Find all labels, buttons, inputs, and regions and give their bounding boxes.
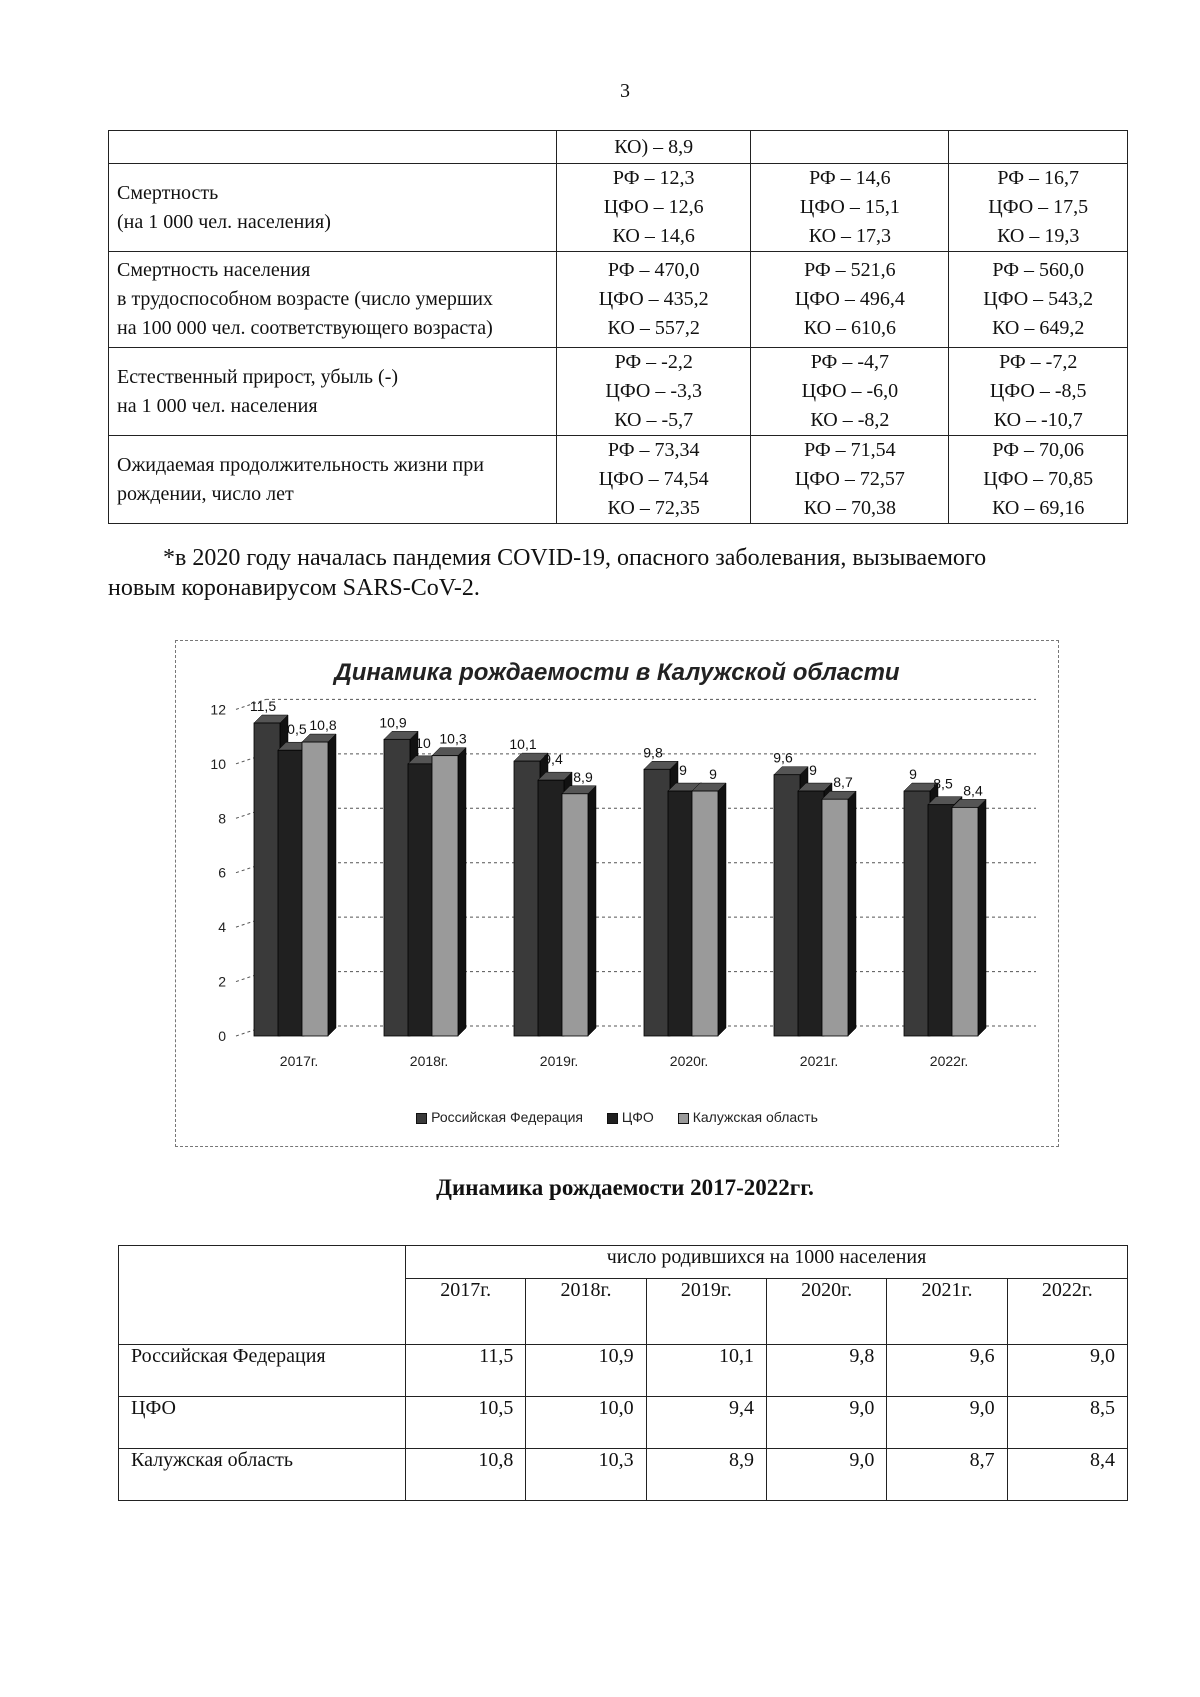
x-tick-label: 2017г.: [279, 1053, 319, 1069]
bar: [774, 775, 800, 1036]
value-line: ЦФО – 74,54: [598, 468, 709, 490]
value-line: ЦФО – 435,2: [598, 288, 709, 310]
bar: [302, 742, 328, 1036]
table-row: [119, 1345, 1128, 1397]
data-label: 9: [679, 762, 687, 779]
value-line: КО – 557,2: [607, 317, 700, 339]
year-header: 2022г.: [1007, 1279, 1127, 1345]
value-line: ЦФО – 543,2: [983, 288, 1094, 310]
table-cell: 9,0: [766, 1397, 886, 1449]
footnote-line: *в 2020 году началась пандемия COVID-19, опасного заболевания, вызываемого: [163, 545, 987, 571]
data-label: 8,4: [963, 782, 983, 799]
data-label: 9,8: [643, 744, 663, 761]
table-cell: 9,0: [1007, 1345, 1127, 1397]
row-label: [109, 348, 557, 436]
legend-item: Российская Федерация: [416, 1109, 583, 1125]
bar: [562, 794, 588, 1036]
data-label: 8,5: [933, 775, 953, 792]
value-line: КО – 649,2: [992, 317, 1085, 339]
bar-side: [978, 799, 986, 1036]
chart-canvas: [176, 641, 1058, 1146]
data-label: 10,1: [509, 736, 537, 753]
value-line: РФ – 470,0: [607, 259, 700, 281]
table-row: [109, 436, 1128, 524]
value-line: РФ – -7,2: [999, 351, 1078, 373]
table-cell: КО) – 8,9: [557, 131, 751, 164]
y-tick-label: 8: [218, 810, 226, 827]
table-cell: 10,1: [646, 1345, 766, 1397]
value-line: ЦФО – -3,3: [605, 380, 702, 402]
year-header: 2018г.: [526, 1279, 646, 1345]
corner-cell: [119, 1246, 406, 1345]
value-line: РФ – 560,0: [992, 259, 1085, 281]
bar: [644, 769, 670, 1036]
value-cell: [949, 348, 1128, 436]
row-label: [109, 252, 557, 348]
value-line: РФ – -2,2: [614, 351, 693, 373]
legend-swatch: [678, 1113, 689, 1124]
value-line: РФ – 14,6: [809, 167, 891, 189]
group-header: число родившихся на 1000 населения: [406, 1246, 1128, 1279]
y-tick-label: 2: [218, 973, 226, 990]
bar: [928, 805, 954, 1036]
chart-title: Динамика рождаемости в Калужской области: [334, 659, 900, 686]
bar: [822, 799, 848, 1036]
value-line: РФ – 70,06: [992, 439, 1085, 461]
table-cell: 8,5: [1007, 1397, 1127, 1449]
bar: [254, 723, 280, 1036]
y-tick-label: 0: [218, 1028, 226, 1044]
page-number: 3: [620, 80, 630, 102]
table-cell: 9,6: [887, 1345, 1007, 1397]
table-cell: 9,0: [887, 1397, 1007, 1449]
x-tick-label: 2020г.: [669, 1053, 709, 1069]
y-tick-label: 4: [218, 919, 226, 936]
label-line: в трудоспособном возрасте (число умерших: [117, 288, 493, 310]
y-tick-label: 6: [218, 864, 226, 881]
covid-footnote: [108, 543, 1120, 603]
health-indicators-table: [108, 130, 1128, 524]
label-line: Смертность населения: [117, 259, 311, 281]
value-line: КО – -8,2: [810, 409, 890, 431]
bar: [692, 791, 718, 1036]
data-label: 9: [909, 766, 917, 783]
table-cell: 9,8: [766, 1345, 886, 1397]
value-line: ЦФО – 12,6: [603, 196, 704, 218]
row-label: [109, 436, 557, 524]
table-row: [109, 164, 1128, 252]
table-row: [109, 131, 1128, 164]
value-cell: [557, 164, 751, 252]
value-line: КО – 19,3: [997, 225, 1080, 247]
region-name: Российская Федерация: [119, 1345, 406, 1397]
value-line: РФ – 12,3: [612, 167, 695, 189]
label-line: рождении, число лет: [117, 482, 294, 505]
bar: [278, 750, 304, 1036]
value-line: КО – 69,16: [992, 497, 1085, 519]
bar-side: [328, 734, 336, 1036]
label-line: на 1 000 чел. населения: [117, 394, 318, 417]
value-cell: [949, 164, 1128, 252]
bar: [952, 807, 978, 1036]
label-line: (на 1 000 чел. населения): [117, 210, 331, 233]
data-label: 9: [809, 762, 817, 779]
data-label: 10: [415, 734, 431, 751]
value-cell: [949, 252, 1128, 348]
row-label: [109, 164, 557, 252]
table-header-row: [119, 1246, 1128, 1279]
table-cell: 10,0: [526, 1397, 646, 1449]
data-label: 9,4: [543, 751, 563, 768]
birth-rate-table: [118, 1245, 1128, 1501]
value-line: КО – -5,7: [614, 409, 694, 431]
x-tick-label: 2021г.: [799, 1053, 839, 1069]
data-label: 10,8: [309, 717, 337, 734]
region-name: ЦФО: [119, 1397, 406, 1449]
value-line: РФ – -4,7: [810, 351, 889, 373]
bar: [904, 791, 930, 1036]
value-cell: [751, 252, 949, 348]
year-header: 2021г.: [887, 1279, 1007, 1345]
x-tick-label: 2018г.: [409, 1053, 449, 1069]
region-name: Калужская область: [119, 1449, 406, 1501]
value-line: ЦФО – -8,5: [989, 380, 1087, 402]
table-cell: 9,0: [766, 1449, 886, 1501]
birth-rate-chart: [175, 640, 1059, 1147]
data-label: 10,9: [379, 714, 407, 731]
table-row: [119, 1397, 1128, 1449]
value-line: ЦФО – -6,0: [801, 380, 899, 402]
data-label: 9,6: [773, 749, 793, 766]
data-label: 10,3: [439, 730, 467, 747]
table-cell: 10,9: [526, 1345, 646, 1397]
table-cell: 10,3: [526, 1449, 646, 1501]
year-header: 2019г.: [646, 1279, 766, 1345]
chart-legend: [176, 1109, 1058, 1125]
x-tick-label: 2019г.: [539, 1053, 579, 1069]
label-line: на 100 000 чел. соответствующего возраста): [117, 317, 493, 339]
value-line: РФ – 521,6: [804, 259, 896, 281]
label-line: Ожидаемая продолжительность жизни при: [117, 453, 484, 476]
value-line: ЦФО – 70,85: [983, 468, 1094, 490]
table-cell: 9,4: [646, 1397, 766, 1449]
table-cell: 10,5: [406, 1397, 526, 1449]
table-cell: 8,9: [646, 1449, 766, 1501]
table-cell: [109, 131, 557, 164]
value-cell: [751, 348, 949, 436]
data-label: 10,5: [279, 721, 307, 738]
bar-side: [458, 748, 466, 1036]
legend-swatch: [607, 1113, 618, 1124]
value-cell: [557, 252, 751, 348]
value-line: РФ – 71,54: [804, 439, 896, 461]
table-cell: 8,4: [1007, 1449, 1127, 1501]
bar: [798, 791, 824, 1036]
table-cell: 10,8: [406, 1449, 526, 1501]
value-line: ЦФО – 72,57: [794, 468, 905, 490]
data-label: 9: [709, 766, 717, 783]
bar: [668, 791, 694, 1036]
footnote-line: новым коронавирусом SARS-CoV-2.: [108, 575, 480, 601]
bar-side: [848, 791, 856, 1036]
table-row: [109, 252, 1128, 348]
value-line: ЦФО – 15,1: [799, 196, 900, 218]
data-label: 8,9: [573, 768, 593, 785]
table-cell: [751, 131, 949, 164]
bar: [408, 764, 434, 1036]
label-line: Смертность: [117, 181, 219, 204]
table-cell: [949, 131, 1128, 164]
bar: [432, 756, 458, 1036]
value-line: КО – 72,35: [607, 497, 700, 519]
value-cell: [949, 436, 1128, 524]
legend-item: ЦФО: [607, 1109, 654, 1125]
value-line: РФ – 16,7: [997, 167, 1080, 189]
value-cell: [751, 164, 949, 252]
year-header: 2017г.: [406, 1279, 526, 1345]
value-line: ЦФО – 496,4: [794, 288, 905, 310]
value-line: ЦФО – 17,5: [988, 196, 1089, 218]
value-line: КО – 14,6: [612, 225, 695, 247]
legend-item: Калужская область: [678, 1109, 818, 1125]
y-tick-label: 12: [210, 701, 226, 718]
value-cell: [557, 436, 751, 524]
y-tick-label: 10: [210, 755, 226, 772]
value-cell: [751, 436, 949, 524]
value-line: РФ – 73,34: [607, 439, 700, 461]
bar-side: [588, 786, 596, 1036]
label-line: Естественный прирост, убыль (-): [117, 365, 399, 388]
value-line: КО – 17,3: [808, 225, 892, 247]
bar: [514, 761, 540, 1036]
data-label: 8,7: [833, 774, 853, 791]
table-row: [109, 348, 1128, 436]
value-cell: [557, 348, 751, 436]
legend-swatch: [416, 1113, 427, 1124]
year-header: 2020г.: [766, 1279, 886, 1345]
x-tick-label: 2022г.: [929, 1053, 969, 1069]
bar: [384, 739, 410, 1036]
table-cell: 11,5: [406, 1345, 526, 1397]
bar-side: [718, 783, 726, 1036]
table-row: [119, 1449, 1128, 1501]
bar: [538, 780, 564, 1036]
birth-rate-table-heading: Динамика рождаемости 2017-2022гг.: [436, 1175, 814, 1200]
value-line: КО – -10,7: [993, 409, 1083, 431]
table-cell: 8,7: [887, 1449, 1007, 1501]
value-line: КО – 610,6: [803, 317, 897, 339]
data-label: 11,5: [249, 698, 277, 714]
value-line: КО – 70,38: [803, 497, 897, 519]
